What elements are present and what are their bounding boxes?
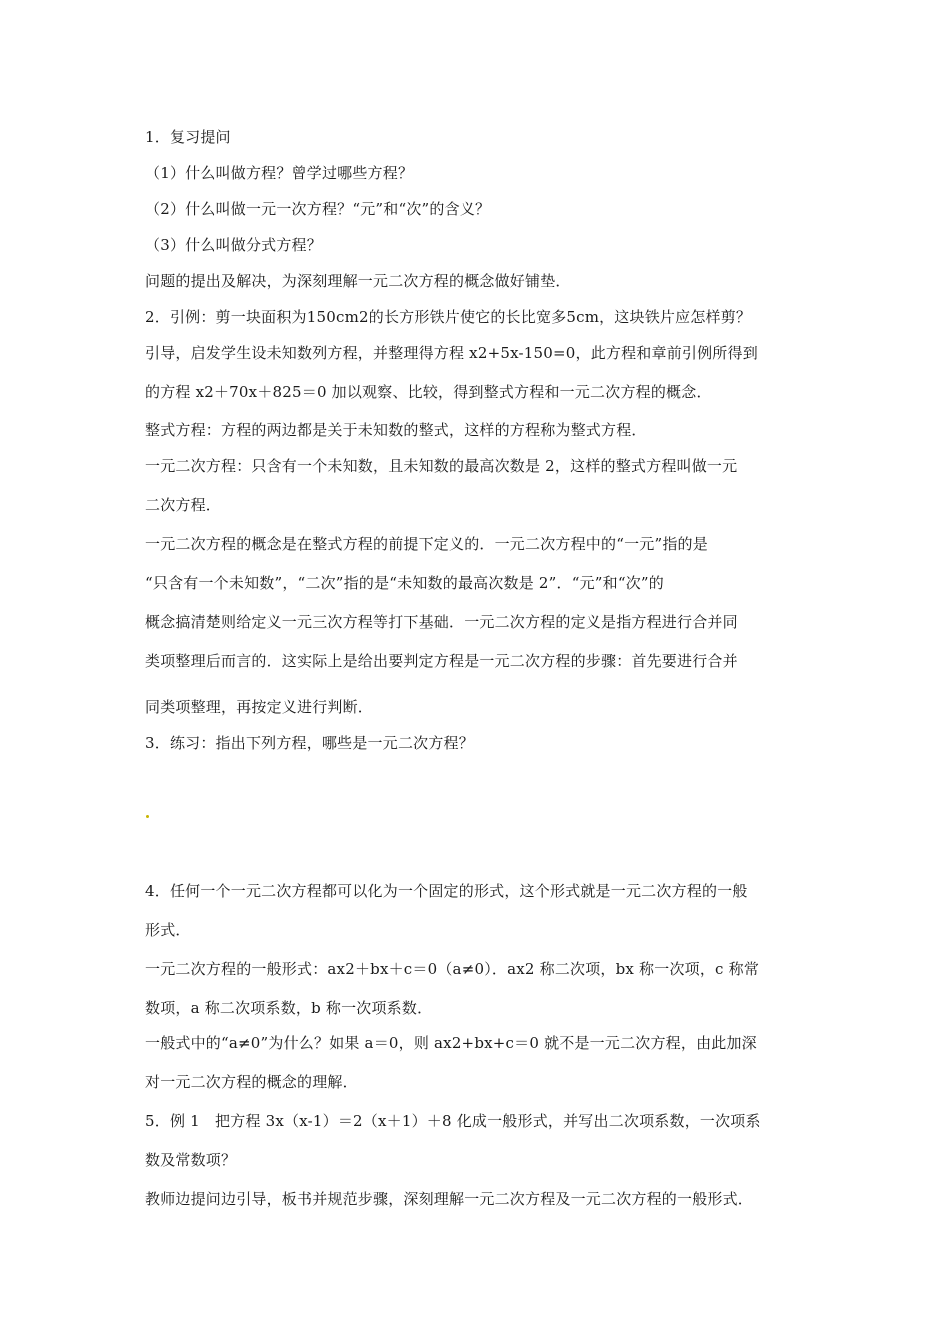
paragraph-concept-line-4: 类项整理后而言的．这实际上是给出要判定方程是一元二次方程的步骤：首先要进行合并 [145, 652, 738, 670]
heading-example-1-line-2: 数及常数项？ [145, 1151, 237, 1169]
heading-example-1-line-1: 5．例 1 把方程 3x（x-1）＝2（x＋1）＋8 化成一般形式，并写出二次项系数，一次项系 [145, 1112, 761, 1130]
general-form-line-2: 数项，a 称二次项系数，b 称一次项系数． [145, 999, 433, 1017]
definition-quadratic-line-2: 二次方程． [145, 496, 222, 514]
heading-review-questions: 1．复习提问 [145, 128, 231, 146]
question-2: （2）什么叫做一元一次方程？“元”和“次”的含义？ [145, 200, 491, 218]
paragraph-concept-line-5: 同类项整理，再按定义进行判断． [145, 698, 374, 716]
paragraph-concept-line-2: “只含有一个未知数”，“二次”指的是“未知数的最高次数是 2”．“元”和“次”的 [145, 574, 664, 592]
stray-mark [146, 815, 149, 818]
heading-general-form-line-1: 4．任何一个一元二次方程都可以化为一个固定的形式，这个形式就是一元二次方程的一般 [145, 882, 748, 900]
paragraph-guide-line-2: 的方程 x2＋70x＋825＝0 加以观察、比较，得到整式方程和一元二次方程的概念． [145, 383, 712, 401]
heading-exercise: 3．练习：指出下列方程，哪些是一元二次方程？ [145, 734, 474, 752]
paragraph-concept-line-1: 一元二次方程的概念是在整式方程的前提下定义的．一元二次方程中的“一元”指的是 [145, 535, 708, 553]
paragraph-purpose: 问题的提出及解决，为深刻理解一元二次方程的概念做好铺垫． [145, 272, 571, 290]
condition-line-2: 对一元二次方程的概念的理解． [145, 1073, 358, 1091]
general-form-line-1: 一元二次方程的一般形式：ax2＋bx＋c＝0（a≠0）．ax2 称二次项，bx 称一次项，c 称常 [145, 960, 760, 978]
question-3: （3）什么叫做分式方程？ [145, 236, 322, 254]
teacher-guidance: 教师边提问边引导，板书并规范步骤，深刻理解一元二次方程及一元二次方程的一般形式． [145, 1190, 754, 1208]
definition-integral-equation: 整式方程：方程的两边都是关于未知数的整式，这样的方程称为整式方程． [145, 421, 647, 439]
definition-quadratic-line-1: 一元二次方程：只含有一个未知数，且未知数的最高次数是 2，这样的整式方程叫做一元 [145, 457, 738, 475]
paragraph-guide-line-1: 引导，启发学生设未知数列方程，并整理得方程 x2+5x-150=0，此方程和章前引例所得到 [145, 344, 758, 362]
question-1: （1）什么叫做方程？曾学过哪些方程？ [145, 164, 414, 182]
heading-example-problem: 2．引例：剪一块面积为150cm2的长方形铁片使它的长比宽多5cm，这块铁片应怎样剪？ [145, 308, 752, 326]
condition-line-1: 一般式中的“a≠0”为什么？如果 a＝0，则 ax2+bx+c＝0 就不是一元二次方程，由此加深 [145, 1034, 757, 1052]
heading-general-form-line-2: 形式． [145, 921, 191, 939]
paragraph-concept-line-3: 概念搞清楚则给定义一元三次方程等打下基础．一元二次方程的定义是指方程进行合并同 [145, 613, 738, 631]
